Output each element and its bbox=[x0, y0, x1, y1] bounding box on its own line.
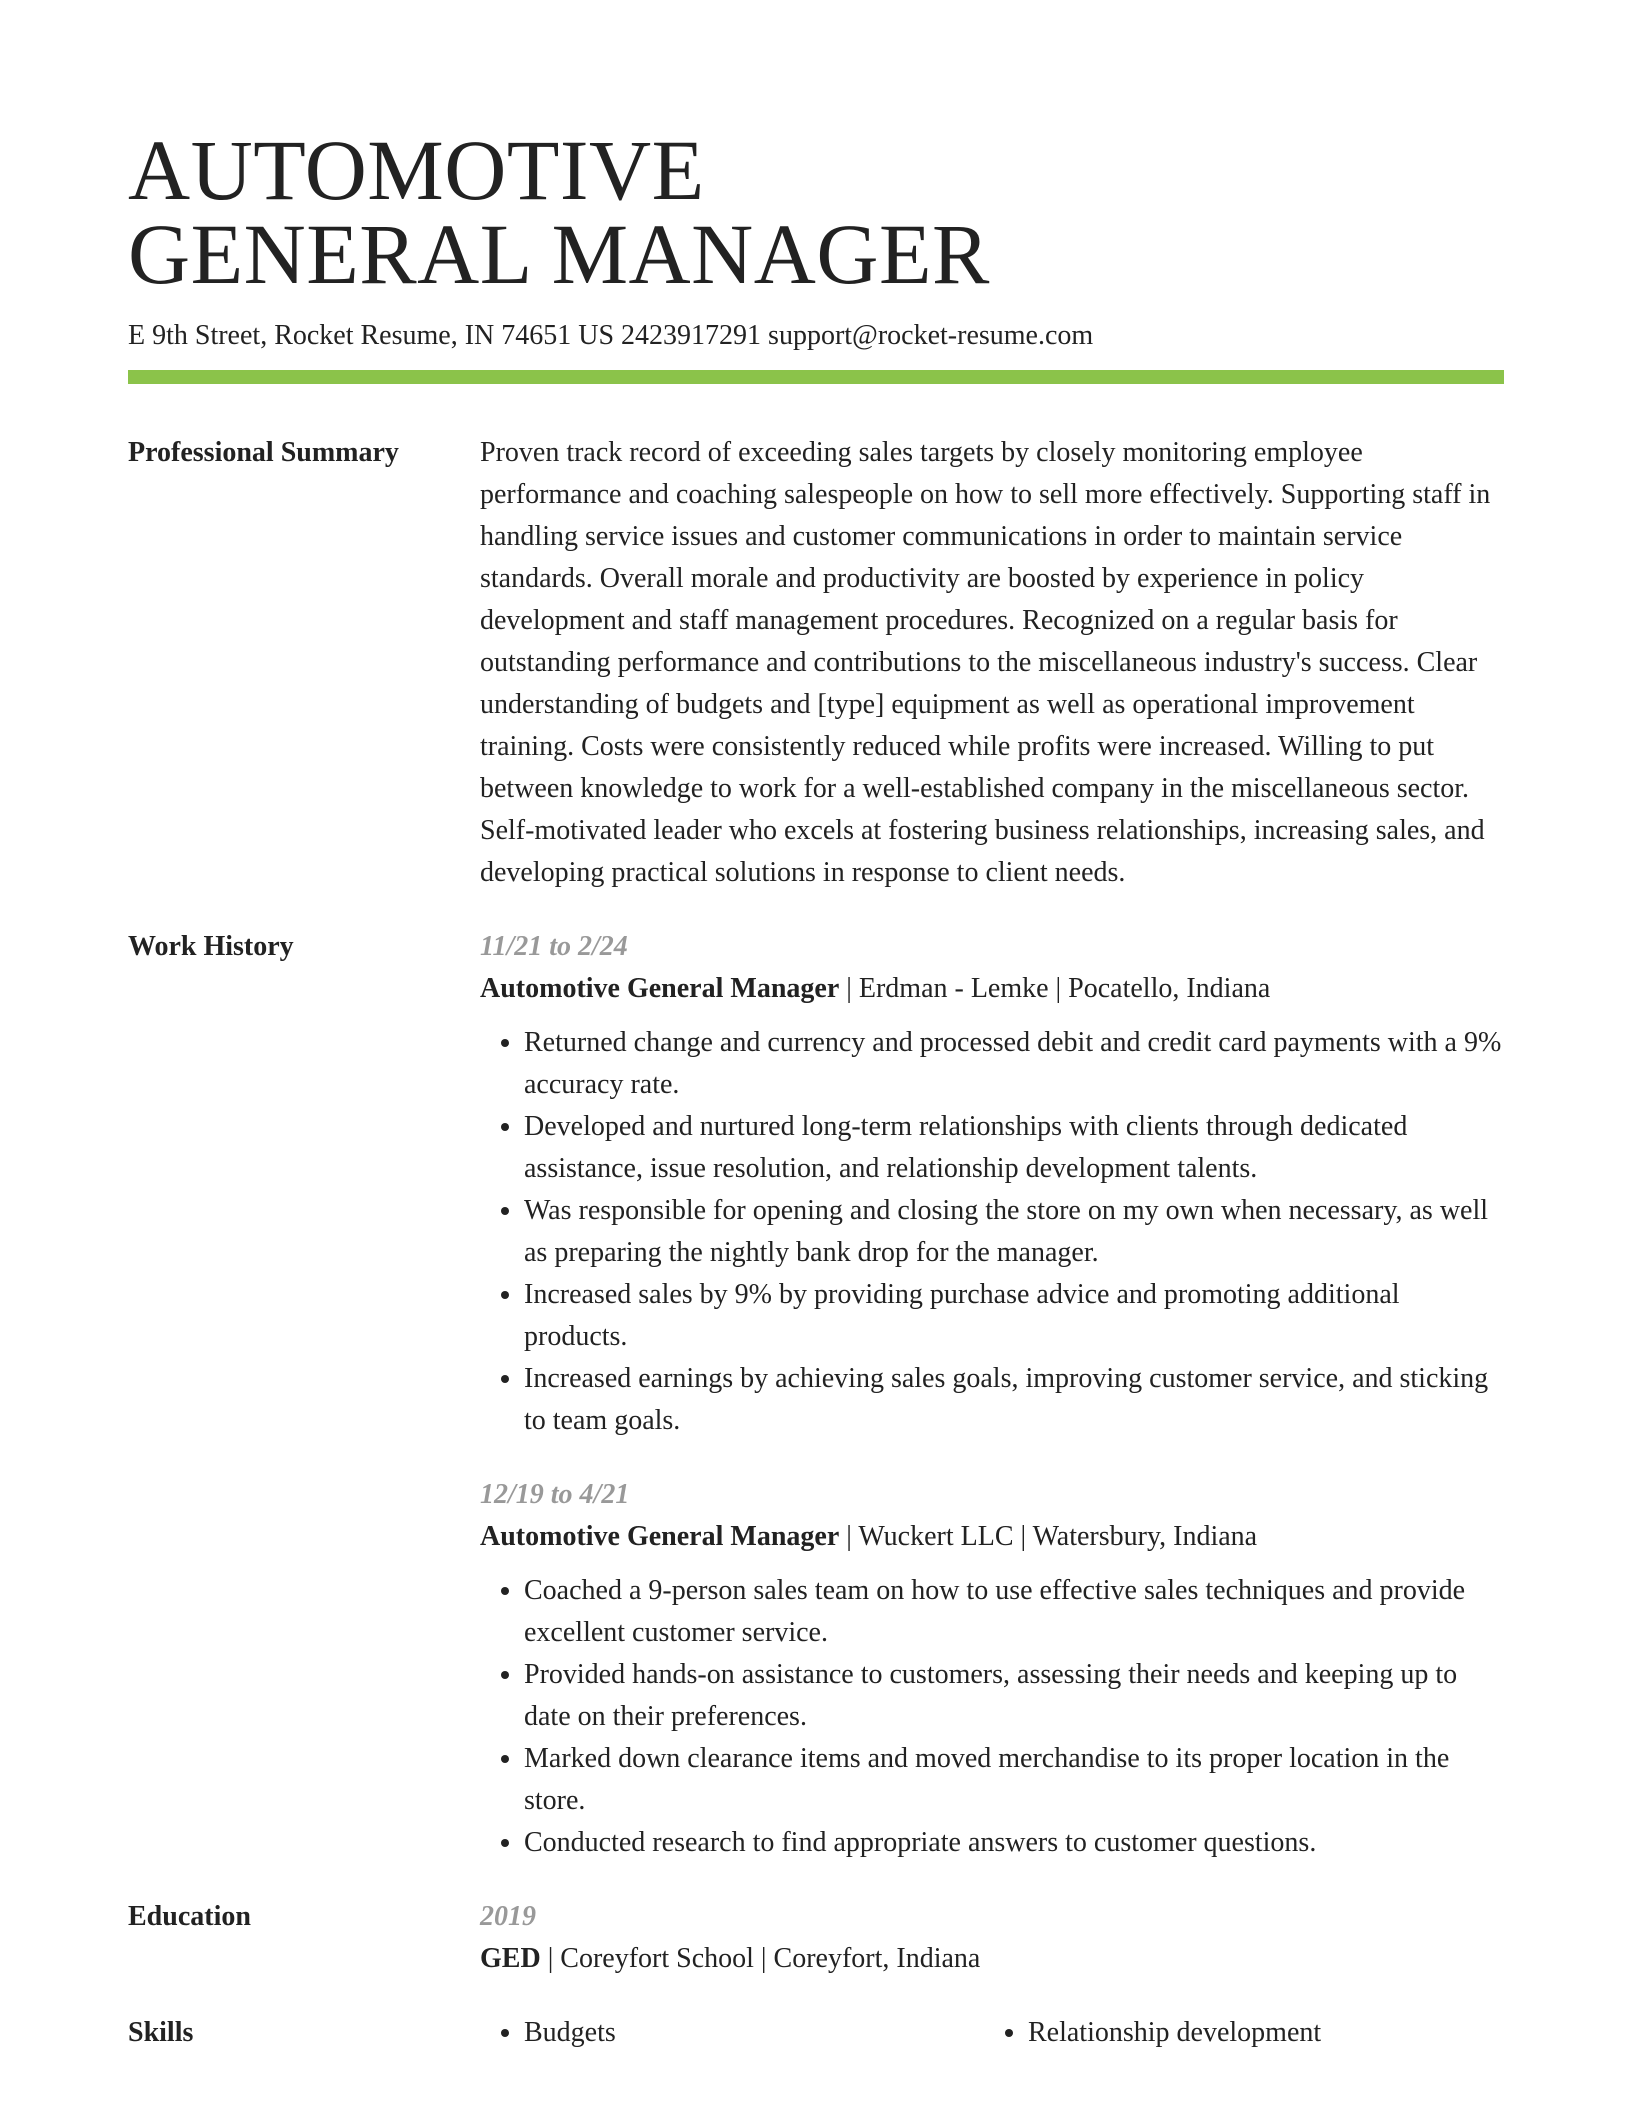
job-bullets bbox=[480, 1570, 1504, 1864]
job-bullet: • Increased earnings by achieving sales goals, improving customer service, and sticking to team goals. bbox=[524, 1358, 1504, 1442]
education-degree: GED bbox=[480, 1943, 541, 1974]
skills-list bbox=[480, 2012, 1504, 2054]
job-bullet: • Provided hands-on assistance to customers, assessing their needs and keeping up to date on their preferences. bbox=[524, 1654, 1504, 1738]
job-heading bbox=[480, 968, 1504, 1010]
job-role: Automotive General Manager bbox=[480, 1521, 840, 1552]
job-heading bbox=[480, 1516, 1504, 1558]
job-bullet: • Returned change and currency and processed debit and credit card payments with a 9% accuracy rate. bbox=[524, 1022, 1504, 1106]
education-body bbox=[480, 1896, 1504, 1980]
education-heading bbox=[480, 1938, 1504, 1980]
job-entry bbox=[480, 926, 1504, 1442]
skills-column bbox=[480, 2012, 984, 2054]
education-year: 2019 bbox=[480, 1901, 536, 1932]
work-history-section bbox=[128, 926, 1504, 1864]
job-role: Automotive General Manager bbox=[480, 973, 840, 1004]
resume-title bbox=[128, 122, 1504, 302]
job-bullet: • Developed and nurtured long-term relationships with clients through dedicated assistance, issue resolution, and relationship development talents. bbox=[524, 1106, 1504, 1190]
summary-text: Proven track record of exceeding sales targets by closely monitoring employee performance and coaching salespeople on how to sell more effectively. Supporting staff in handling service issues and customer communications in order to maintain service standards. Overall morale and productivity are boosted by experience in policy development and staff management procedures. Recognized on a regular basis for outstanding performance and contributions to the miscellaneous industry's success. Clear understanding of budgets and [type] equipment as well as operational improvement training. Costs were consistently reduced while profits were increased. Willing to put between knowledge to work for a well-established company in the miscellaneous sector. Self-motivated leader who excels at fostering business relationships, increasing sales, and developing practical solutions in response to client needs. bbox=[480, 437, 1491, 888]
job-bullet: • Coached a 9-person sales team on how to use effective sales techniques and provide excellent customer service. bbox=[524, 1570, 1504, 1654]
resume-title-line-1: AUTOMOTIVE bbox=[128, 122, 705, 218]
work-history-body bbox=[480, 926, 1504, 1864]
job-dates: 11/21 to 2/24 bbox=[480, 931, 628, 962]
job-entry bbox=[480, 1474, 1504, 1864]
work-history-label: Work History bbox=[128, 931, 294, 962]
job-dates: 12/19 to 4/21 bbox=[480, 1479, 630, 1510]
skills-label: Skills bbox=[128, 2017, 194, 2048]
skill-item: • Relationship development bbox=[1028, 2012, 1484, 2054]
summary-section bbox=[128, 432, 1504, 894]
job-details: | Erdman - Lemke | Pocatello, Indiana bbox=[839, 973, 1271, 1004]
summary-body bbox=[480, 432, 1504, 894]
job-bullet: • Was responsible for opening and closing the store on my own when necessary, as well as preparing the nightly bank drop for the manager. bbox=[524, 1190, 1504, 1274]
resume-page bbox=[128, 122, 1504, 2054]
accent-divider bbox=[128, 370, 1504, 384]
summary-label: Professional Summary bbox=[128, 437, 399, 468]
education-label: Education bbox=[128, 1901, 251, 1932]
contact-line: E 9th Street, Rocket Resume, IN 74651 US 2423917291 support@rocket-resume.com bbox=[128, 320, 1094, 351]
job-bullet: • Increased sales by 9% by providing purchase advice and promoting additional products. bbox=[524, 1274, 1504, 1358]
job-details: | Wuckert LLC | Watersbury, Indiana bbox=[839, 1521, 1258, 1552]
job-bullets bbox=[480, 1022, 1504, 1442]
education-section bbox=[128, 1896, 1504, 1980]
job-bullet: • Marked down clearance items and moved merchandise to its proper location in the store. bbox=[524, 1738, 1504, 1822]
skill-item: • Budgets bbox=[524, 2012, 984, 2054]
resume-title-line-2: GENERAL MANAGER bbox=[128, 206, 990, 302]
skills-column bbox=[984, 2012, 1484, 2054]
job-bullet: • Conducted research to find appropriate answers to customer questions. bbox=[524, 1822, 1504, 1864]
skills-section bbox=[128, 2012, 1504, 2054]
education-details: | Coreyfort School | Coreyfort, Indiana bbox=[540, 1943, 981, 1974]
